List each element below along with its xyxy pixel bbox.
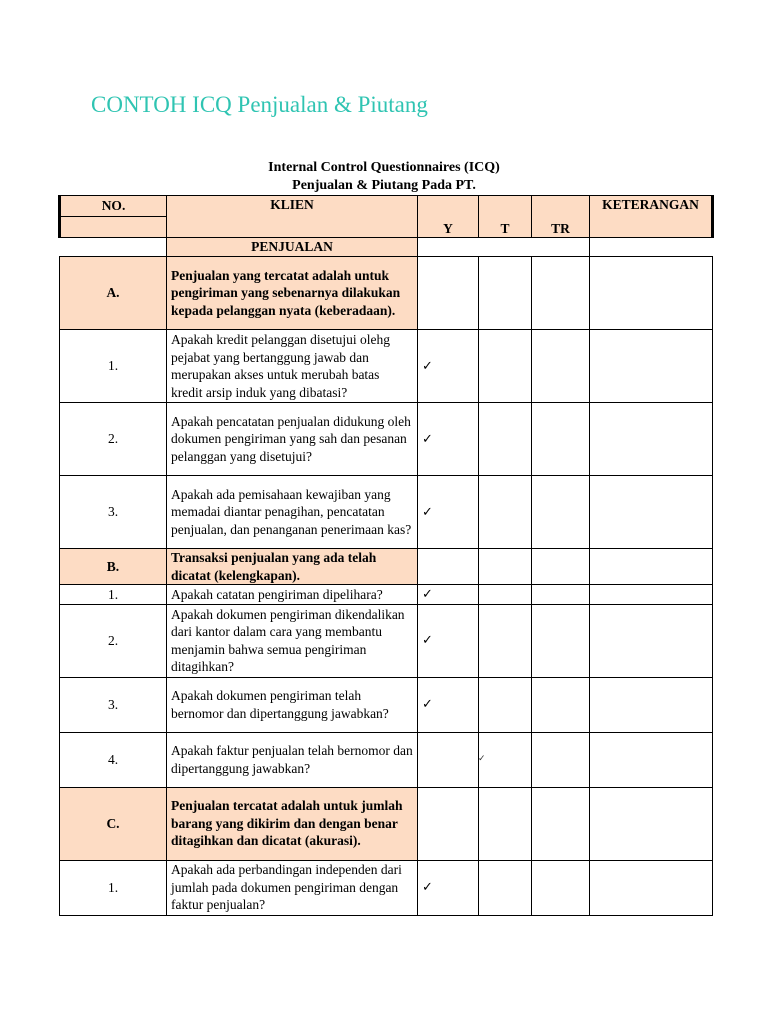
t-cell[interactable] bbox=[479, 787, 532, 860]
table-subtitle: Penjualan & Piutang Pada PT. bbox=[292, 178, 476, 193]
tr-cell[interactable] bbox=[532, 677, 590, 732]
y-cell[interactable] bbox=[418, 585, 479, 605]
tr-cell[interactable] bbox=[532, 549, 590, 585]
header-no-blank bbox=[60, 217, 167, 238]
table-row bbox=[60, 677, 713, 732]
y-cell[interactable] bbox=[418, 403, 479, 476]
penjualan-row bbox=[60, 238, 713, 257]
header-y: Y bbox=[418, 196, 479, 238]
header-tr: TR bbox=[532, 196, 590, 238]
section-c-row bbox=[60, 787, 713, 860]
item-question: Apakah dokumen pengiriman dikendalikan dari kantor dalam cara yang membantu menjamin bahwa semua pengiriman ditagihkan? bbox=[167, 604, 418, 677]
section-number: A. bbox=[60, 257, 167, 330]
header-keterangan: KETERANGAN bbox=[590, 196, 713, 238]
item-question: Apakah catatan pengiriman dipelihara? bbox=[167, 585, 418, 605]
y-cell[interactable] bbox=[418, 549, 479, 585]
t-cell[interactable] bbox=[479, 403, 532, 476]
check-icon: ✓ bbox=[422, 697, 433, 713]
keterangan-cell[interactable] bbox=[590, 330, 713, 403]
table-row bbox=[60, 403, 713, 476]
check-icon: ✓ bbox=[478, 754, 486, 765]
check-icon: ✓ bbox=[422, 880, 433, 896]
keterangan-cell[interactable] bbox=[590, 549, 713, 585]
tr-cell[interactable] bbox=[532, 585, 590, 605]
check-icon: ✓ bbox=[422, 587, 433, 602]
check-icon: ✓ bbox=[422, 633, 433, 649]
tr-cell[interactable] bbox=[532, 787, 590, 860]
section-text: Penjualan tercatat adalah untuk jumlah barang yang dikirim dan dengan benar ditagihkan dan dicatat (akurasi). bbox=[167, 787, 418, 860]
t-cell[interactable] bbox=[479, 257, 532, 330]
header-klien: KLIEN bbox=[167, 196, 418, 238]
table-row bbox=[60, 604, 713, 677]
item-question: Apakah kredit pelanggan disetujui olehg pejabat yang bertanggung jawab dan merupakan akses untuk merubah batas kredit arsip induk yang dibatasi? bbox=[167, 330, 418, 403]
header-row bbox=[60, 196, 713, 217]
keterangan-cell[interactable] bbox=[590, 585, 713, 605]
tr-cell[interactable] bbox=[532, 403, 590, 476]
item-number: 1. bbox=[60, 860, 167, 915]
keterangan-cell[interactable] bbox=[590, 677, 713, 732]
penjualan-label: PENJUALAN bbox=[167, 238, 418, 257]
tr-cell[interactable] bbox=[532, 330, 590, 403]
tr-cell[interactable] bbox=[532, 257, 590, 330]
y-cell[interactable] bbox=[418, 677, 479, 732]
item-question: Apakah dokumen pengiriman telah bernomor dan dipertanggung jawabkan? bbox=[167, 677, 418, 732]
item-number: 1. bbox=[60, 585, 167, 605]
keterangan-cell[interactable] bbox=[590, 476, 713, 549]
section-text: Penjualan yang tercatat adalah untuk pengiriman yang sebenarnya dilakukan kepada pelanggan nyata (keberadaan). bbox=[167, 257, 418, 330]
y-cell[interactable] bbox=[418, 787, 479, 860]
item-question: Apakah ada pemisahaan kewajiban yang memadai diantar penagihan, pencatatan penjualan, dan penanganan penerimaan kas? bbox=[167, 476, 418, 549]
check-icon: ✓ bbox=[422, 358, 433, 374]
tr-cell[interactable] bbox=[532, 476, 590, 549]
check-icon: ✓ bbox=[422, 504, 433, 520]
t-cell[interactable] bbox=[479, 677, 532, 732]
table-row bbox=[60, 585, 713, 605]
keterangan-cell[interactable] bbox=[590, 257, 713, 330]
section-number: B. bbox=[60, 549, 167, 585]
keterangan-cell[interactable] bbox=[590, 403, 713, 476]
table-row bbox=[60, 860, 713, 915]
table-row bbox=[60, 732, 713, 787]
item-question: Apakah ada perbandingan independen dari jumlah pada dokumen pengiriman dengan faktur penjualan? bbox=[167, 860, 418, 915]
item-question: Apakah faktur penjualan telah bernomor dan dipertanggung jawabkan? bbox=[167, 732, 418, 787]
t-cell[interactable] bbox=[479, 585, 532, 605]
y-cell[interactable] bbox=[418, 860, 479, 915]
t-cell[interactable] bbox=[479, 732, 532, 787]
section-number: C. bbox=[60, 787, 167, 860]
item-question: Apakah pencatatan penjualan didukung oleh dokumen pengiriman yang sah dan pesanan pelanggan yang disetujui? bbox=[167, 403, 418, 476]
check-icon: ✓ bbox=[422, 431, 433, 447]
item-number: 2. bbox=[60, 604, 167, 677]
icq-table bbox=[58, 195, 714, 916]
t-cell[interactable] bbox=[479, 860, 532, 915]
tr-cell[interactable] bbox=[532, 860, 590, 915]
item-number: 4. bbox=[60, 732, 167, 787]
keterangan-cell[interactable] bbox=[590, 604, 713, 677]
item-number: 2. bbox=[60, 403, 167, 476]
table-row bbox=[60, 330, 713, 403]
page-title: CONTOH ICQ Penjualan & Piutang bbox=[91, 92, 428, 117]
keterangan-cell[interactable] bbox=[590, 787, 713, 860]
keterangan-cell[interactable] bbox=[590, 732, 713, 787]
t-cell[interactable] bbox=[479, 476, 532, 549]
item-number: 3. bbox=[60, 677, 167, 732]
table-title: Internal Control Questionnaires (ICQ) bbox=[268, 160, 500, 175]
y-cell[interactable] bbox=[418, 330, 479, 403]
tr-cell[interactable] bbox=[532, 732, 590, 787]
y-cell[interactable] bbox=[418, 476, 479, 549]
item-number: 3. bbox=[60, 476, 167, 549]
tr-cell[interactable] bbox=[532, 604, 590, 677]
y-cell[interactable] bbox=[418, 732, 486, 787]
section-a-row bbox=[60, 257, 713, 330]
item-number: 1. bbox=[60, 330, 167, 403]
header-t: T bbox=[479, 196, 532, 238]
t-cell[interactable] bbox=[479, 330, 532, 403]
y-cell[interactable] bbox=[418, 604, 479, 677]
t-cell[interactable] bbox=[479, 549, 532, 585]
keterangan-cell[interactable] bbox=[590, 860, 713, 915]
y-cell[interactable] bbox=[418, 257, 479, 330]
table-row bbox=[60, 476, 713, 549]
t-cell[interactable] bbox=[479, 604, 532, 677]
section-text: Transaksi penjualan yang ada telah dicatat (kelengkapan). bbox=[167, 549, 418, 585]
section-b-row bbox=[60, 549, 713, 585]
header-no: NO. bbox=[60, 196, 167, 217]
